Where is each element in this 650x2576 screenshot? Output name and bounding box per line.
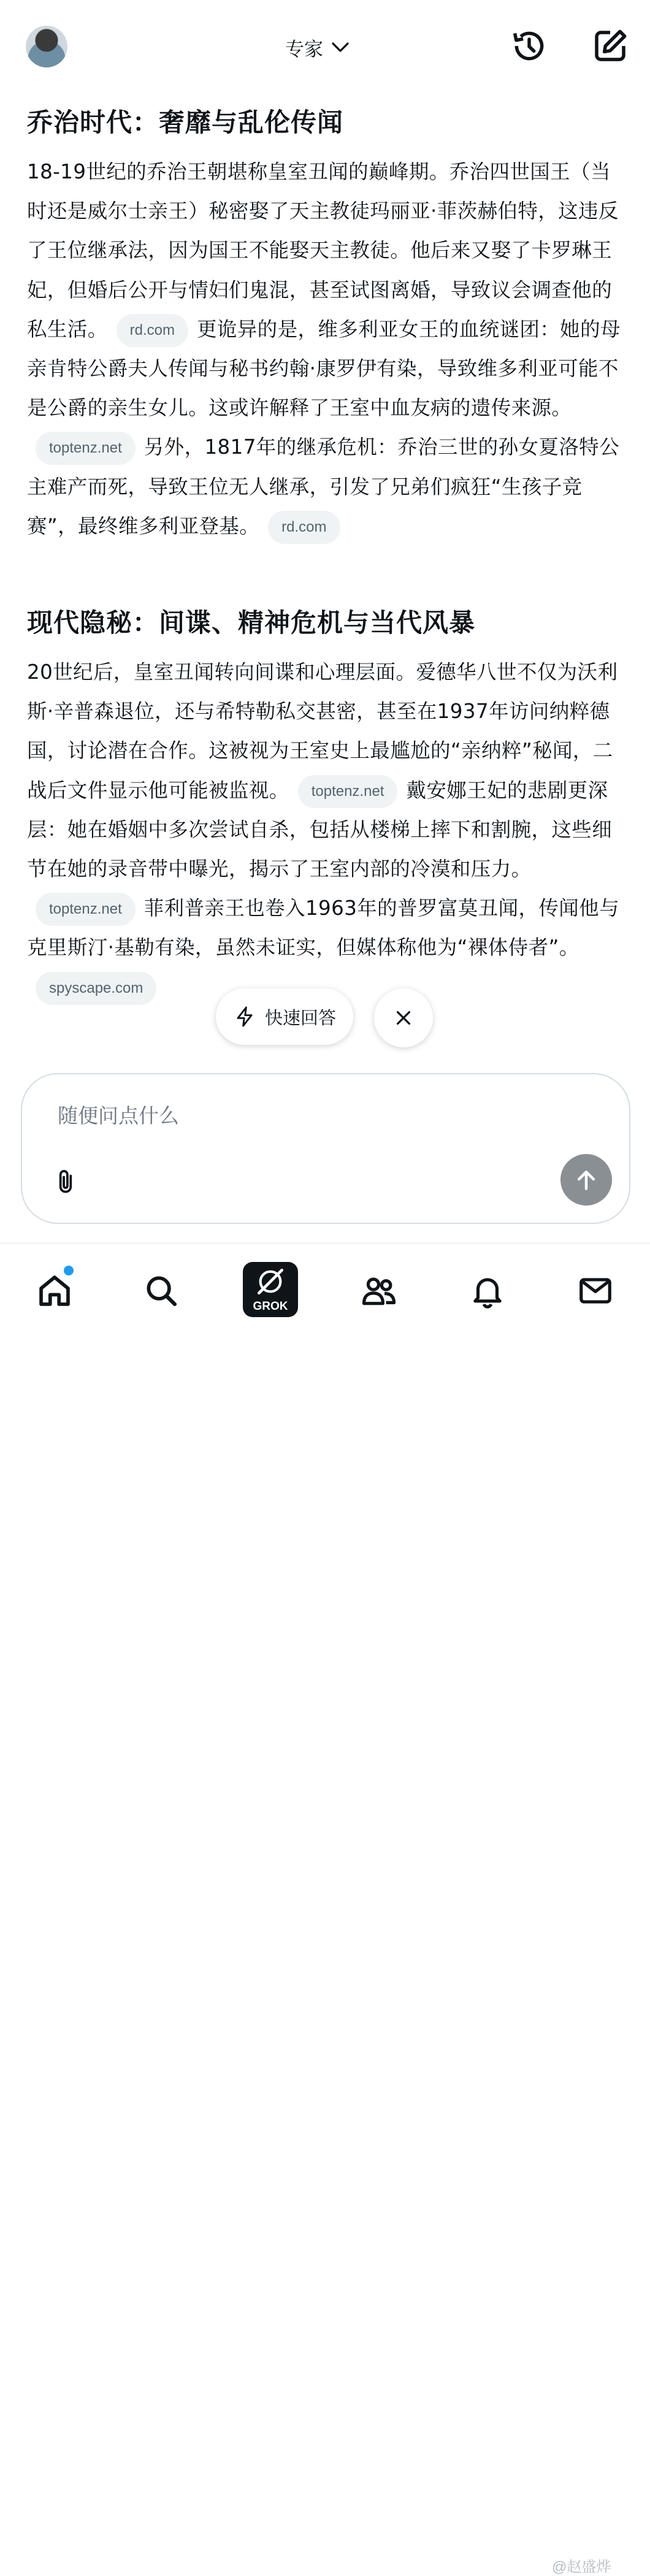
- response-content: [27, 104, 625, 1007]
- search-icon[interactable]: [140, 1269, 183, 1312]
- mail-icon[interactable]: [574, 1269, 617, 1312]
- source-chip[interactable]: toptenz.net: [36, 893, 136, 926]
- watermark: @赵盛烨: [552, 2559, 611, 2575]
- attach-icon[interactable]: [50, 1165, 81, 1199]
- arrow-up-icon: [573, 1166, 600, 1193]
- message-input[interactable]: [56, 1096, 537, 1134]
- lightning-icon: [233, 1005, 256, 1028]
- quick-reply-button[interactable]: [216, 988, 353, 1045]
- paragraph-text: 另外，1817年的继承危机：乔治三世的孙女夏洛特公主难产而死，导致王位无人继承，引发了兄弟们疯狂“生孩子竞赛”，最终维多利亚登基。: [27, 435, 619, 538]
- source-chip[interactable]: rd.com: [268, 511, 340, 544]
- grok-label: GROK: [253, 1300, 288, 1313]
- close-quick-reply-button[interactable]: [374, 988, 433, 1047]
- top-bar: [0, 0, 650, 92]
- message-composer: [21, 1073, 630, 1224]
- section-georgian: [27, 104, 625, 546]
- send-button[interactable]: [560, 1154, 612, 1206]
- new-chat-icon[interactable]: [590, 26, 630, 66]
- people-icon[interactable]: [358, 1269, 400, 1312]
- source-chip[interactable]: toptenz.net: [36, 432, 136, 465]
- grok-tab[interactable]: [243, 1262, 298, 1317]
- mode-label: 专家: [285, 38, 323, 61]
- avatar[interactable]: [26, 26, 67, 67]
- section-title: 乔治时代：奢靡与乱伦传闻: [27, 107, 344, 137]
- section-modern: [27, 605, 625, 1007]
- paragraph-text: 菲利普亲王也卷入1963年的普罗富莫丑闻，传闻他与克里斯汀·基勒有染，虽然未证实，但媒体称他为“裸体侍者”。: [27, 896, 619, 960]
- paragraph-text: 20世纪后，皇室丑闻转向间谍和心理层面。爱德华八世不仅为沃利斯·辛普森退位，还与希特勒私交甚密，甚至在1937年访问纳粹德国，讨论潜在合作。这被视为王室史上最尴尬的“亲纳粹”秘闻，二战后文件显示他可能被监视。: [27, 660, 618, 802]
- source-chip[interactable]: toptenz.net: [298, 775, 398, 808]
- paragraph-text: 18-19世纪的乔治王朝堪称皇室丑闻的巅峰期。乔治四世国王（当时还是威尔士亲王）秘密娶了天主教徒玛丽亚·菲茨赫伯特，这违反了王位继承法，因为国王不能娶天主教徒。他后来又娶了卡罗琳王妃，但婚后公开与情妇们鬼混，甚至试图离婚，导致议会调查他的私生活。: [27, 160, 619, 341]
- bell-icon[interactable]: [466, 1269, 509, 1312]
- mode-selector[interactable]: [285, 32, 351, 63]
- section-paragraph: [27, 652, 625, 1007]
- grok-icon: [252, 1264, 289, 1299]
- notification-dot: [63, 1264, 75, 1277]
- close-icon: [392, 1006, 415, 1030]
- section-title: 现代隐秘：间谍、精神危机与当代风暴: [27, 608, 476, 638]
- history-icon[interactable]: [509, 26, 549, 66]
- source-chip[interactable]: spyscape.com: [36, 972, 156, 1005]
- section-paragraph: [27, 152, 625, 546]
- paragraph-text: 更诡异的是，维多利亚女王的血统谜团：她的母亲肯特公爵夫人传闻与秘书约翰·康罗伊有染，导致维多利亚可能不是公爵的亲生女儿。这或许解释了王室中血友病的遗传来源。: [27, 317, 621, 420]
- quick-reply-label: 快速回答: [265, 1007, 337, 1028]
- source-chip[interactable]: rd.com: [117, 314, 188, 347]
- paragraph-text: 戴安娜王妃的悲剧更深层：她在婚姻中多次尝试自杀，包括从楼梯上摔下和割腕，这些细节在她的录音带中曝光，揭示了王室内部的冷漠和压力。: [27, 778, 613, 881]
- bottom-nav: [0, 1243, 650, 2575]
- chevron-down-icon: [329, 36, 351, 58]
